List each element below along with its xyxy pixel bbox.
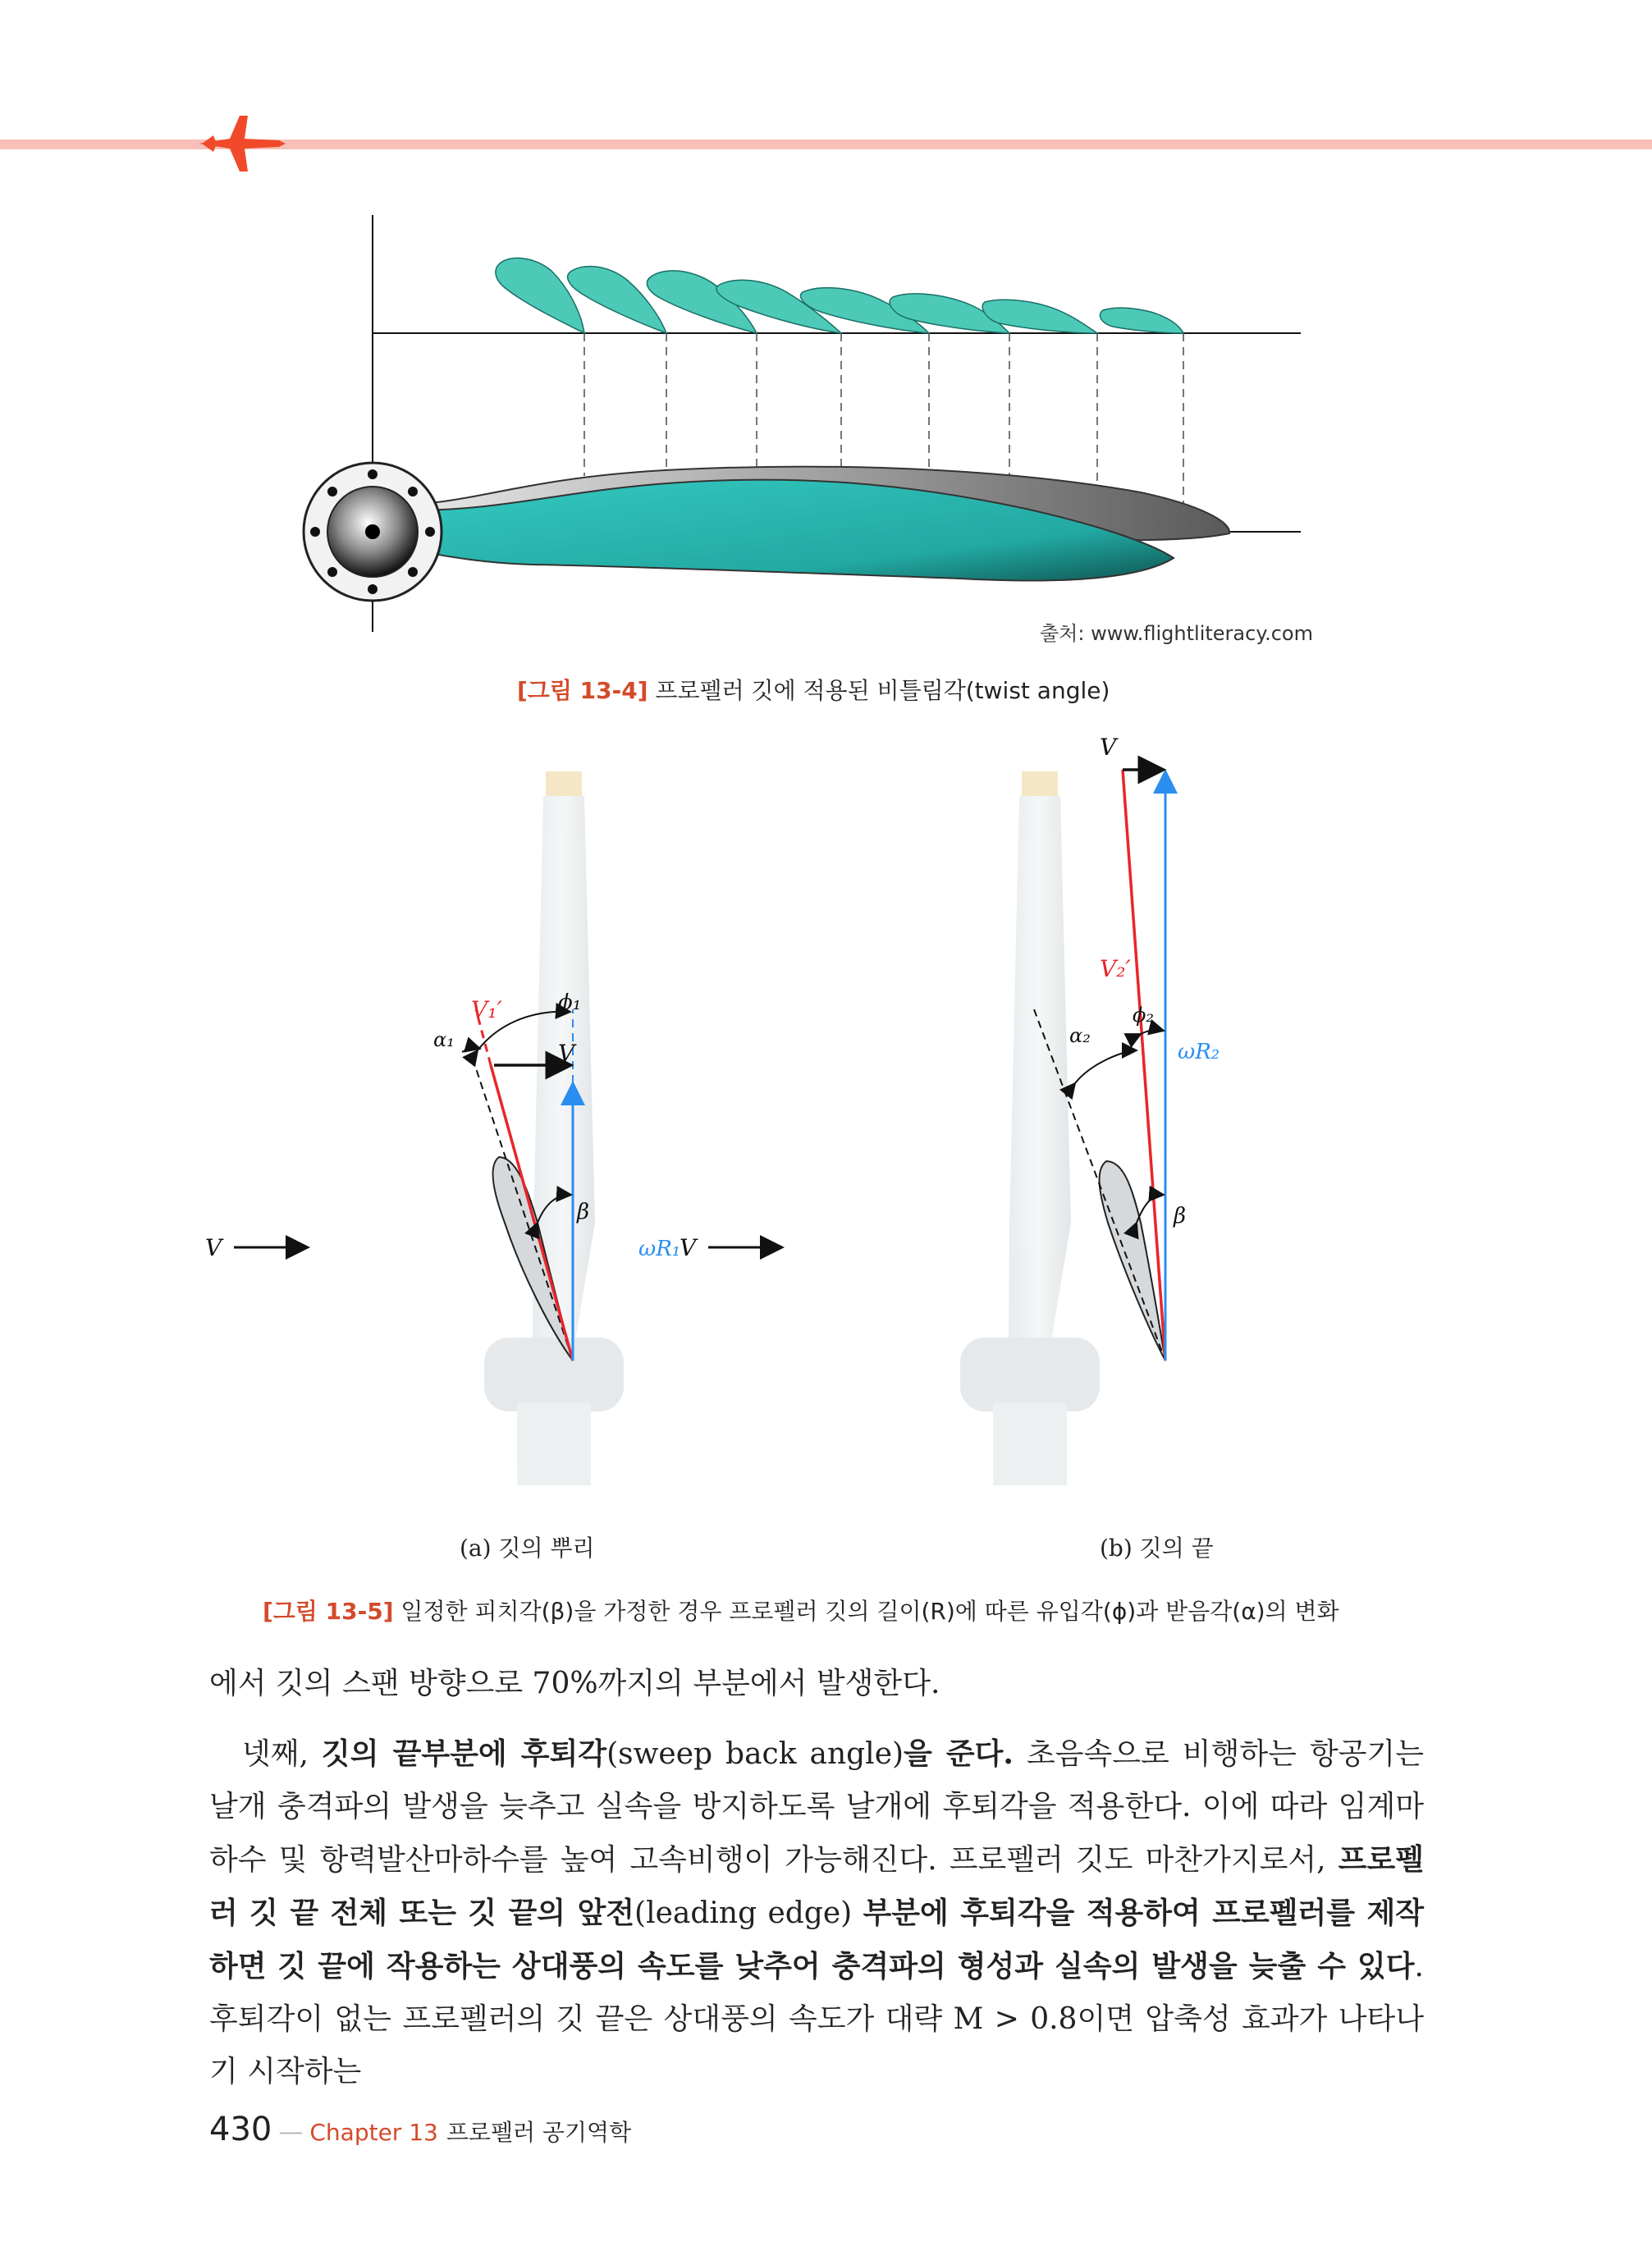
label-alpha2: α₂ [1069, 1024, 1091, 1047]
inflow-angle-figure [205, 730, 1338, 1518]
figure-caption-13-4 [517, 673, 1110, 706]
propeller-hub [304, 463, 442, 601]
label-v2-prime: V₂′ [1100, 955, 1131, 982]
paragraph-2 [209, 1727, 1424, 2098]
figure-caption-text: 프로펠러 깃에 적용된 비틀림각(twist angle) [655, 677, 1110, 704]
label-wr1: ωR₁ [638, 1237, 681, 1261]
text-run: (leading edge) [634, 1896, 863, 1930]
label-v-inflow-a: V [205, 1234, 222, 1261]
figure-label: [그림 13-5] [263, 1598, 394, 1625]
subcaption-a: (a) 깃의 뿌리 [460, 1535, 595, 1562]
text-run: 초음속으로 비행하는 항공기는 날개 충격파의 발생을 늦추고 실속을 방지하도록 날개에 후퇴각을 적용한다. 이에 따라 임계마하수 및 항력발산마하수를 높여 고속비행이 가능해진다. 프로펠러 깃도 마찬가지로서, [209, 1737, 1424, 1877]
twist-angle-figure [287, 205, 1321, 632]
label-phi2: ϕ₂ [1133, 1004, 1154, 1027]
chapter-label: Chapter 13 [309, 2119, 438, 2146]
paragraph-1: 에서 깃의 스팬 방향으로 70%까지의 부분에서 발생한다. [209, 1667, 940, 1700]
label-phi1: ϕ₁ [558, 990, 582, 1015]
text-run: (sweep back angle) [606, 1737, 904, 1771]
label-v-b: V [1100, 734, 1117, 761]
subcaption-b: (b) 깃의 끝 [1100, 1535, 1214, 1562]
label-v-a: V [558, 1040, 575, 1067]
propeller-image-a [484, 771, 624, 1485]
text-run-bold: 깃의 끝부분에 후퇴각 [321, 1736, 607, 1771]
label-wr2: ωR₂ [1178, 1040, 1220, 1064]
label-beta-a: β [577, 1200, 590, 1224]
text-run-bold: 부분에 후퇴각을 적용하여 프로펠러를 제작하면 깃 끝에 작용하는 상대풍의 속도를 낮추어 충격파의 형성과 실속의 발생을 늦출 수 있다 [209, 1896, 1424, 1983]
airfoil-tip [1100, 1161, 1165, 1361]
label-alpha1: α₁ [433, 1028, 455, 1051]
figure-caption-13-5 [263, 1594, 1339, 1626]
label-beta-b: β [1174, 1204, 1187, 1228]
jet-logo-icon [197, 111, 287, 176]
text-run: 넷째, [242, 1737, 322, 1771]
airfoil-section-1 [496, 258, 584, 333]
footer-dash: — [278, 2118, 304, 2147]
figure-source: 출처: www.flightliteracy.com [1040, 622, 1313, 645]
text-run-bold: 프로펠러 깃 끝 전체 또는 깃 끝의 앞전 [209, 1842, 1424, 1930]
text-run: . 후퇴각이 없는 프로펠러의 깃 끝은 상대풍의 속도가 대략 M > 0.8이면 압축성 효과가 나타나기 시작하는 [209, 1950, 1424, 2088]
chapter-title: 프로펠러 공기역학 [446, 2119, 632, 2146]
page-number: 430 [209, 2111, 272, 2148]
airfoil-section-8 [1100, 308, 1183, 333]
label-v1-prime: V₁′ [471, 996, 502, 1023]
page-footer [209, 2111, 631, 2148]
figure-caption-text: 일정한 피치각(β)을 가정한 경우 프로펠러 깃의 길이(R)에 따른 유입각(ϕ)과 받음각(α)의 변화 [400, 1598, 1339, 1625]
figure-label: [그림 13-4] [517, 677, 648, 704]
label-v-inflow-b: V [680, 1234, 697, 1261]
text-run-bold: 을 준다. [904, 1736, 1014, 1771]
